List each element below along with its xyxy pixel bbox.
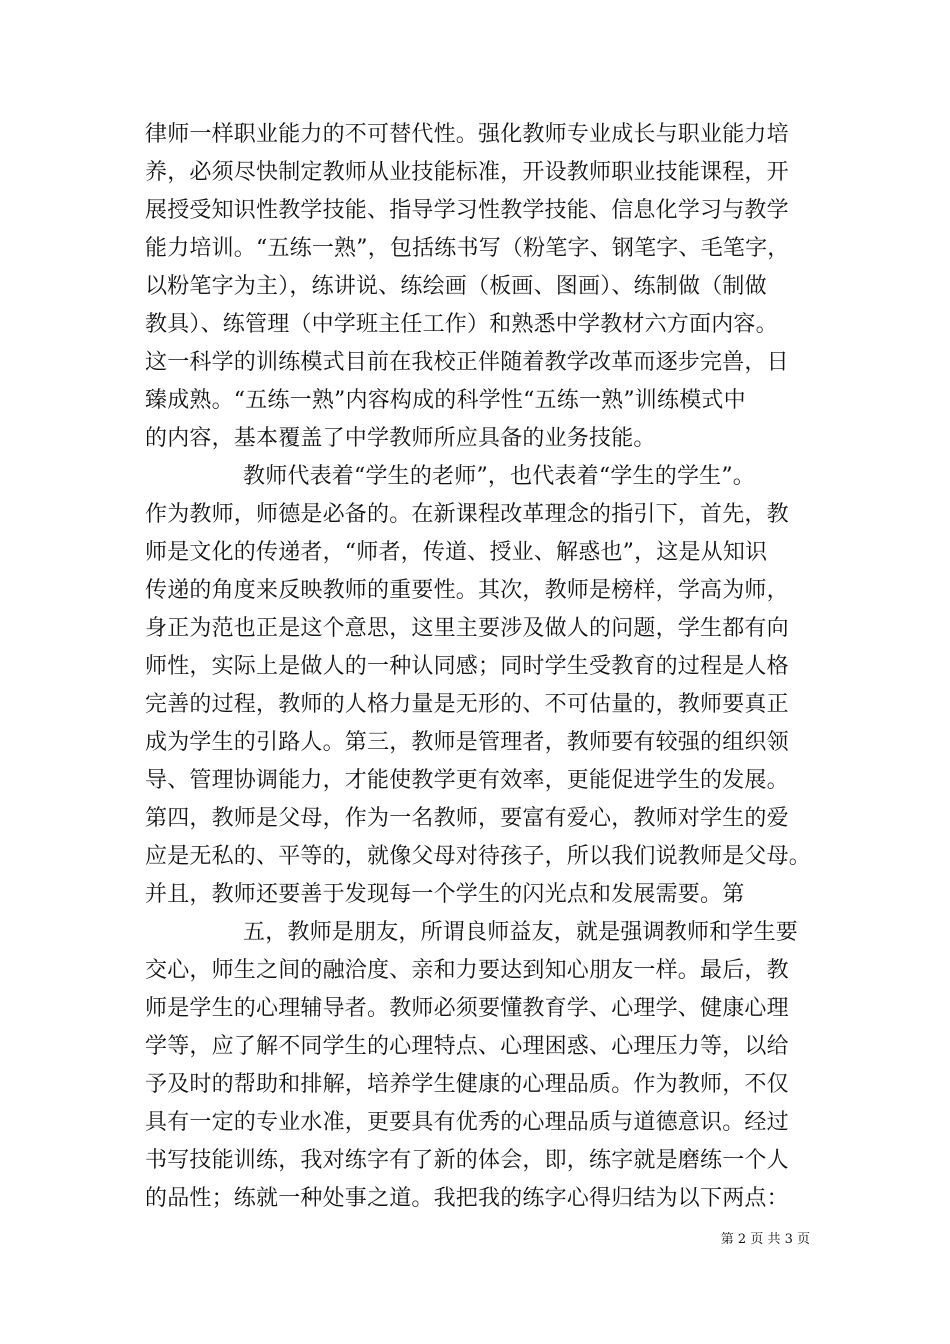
text-line: 教师代表着“学生的老师”，也代表着“学生的学生”。 [243, 464, 755, 489]
text-line: 予及时的帮助和排解，培养学生健康的心理品质。作为教师，不仅 [145, 1072, 789, 1097]
text-line: 书写技能训练，我对练字有了新的体会，即，练字就是磨练一个人 [145, 1148, 789, 1173]
text-line: 师性，实际上是做人的一种认同感；同时学生受教育的过程是人格 [145, 654, 789, 679]
text-line: 师是文化的传递者，“师者，传道、授业、解惑也”，这是从知识 [145, 540, 768, 565]
text-line: 的品性；练就一种处事之道。我把我的练字心得归结为以下两点： [145, 1186, 789, 1211]
text-line: 第四，教师是父母，作为一名教师，要富有爱心，教师对学生的爱 [145, 806, 789, 831]
text-line: 应是无私的、平等的，就像父母对待孩子，所以我们说教师是父母。 [145, 844, 812, 869]
text-line: 这一科学的训练模式目前在我校正伴随着教学改革而逐步完兽，日 [145, 350, 789, 375]
body-text [145, 116, 825, 1218]
text-line: 律师一样职业能力的不可替代性。强化教师专业成长与职业能力培 [145, 122, 789, 147]
text-line: 传递的角度来反映教师的重要性。其次，教师是榜样，学高为师， [145, 578, 789, 603]
text-line: 臻成熟。“五练一熟”内容构成的科学性“五练一熟”训练模式中 [145, 388, 746, 413]
text-line: 成为学生的引路人。第三，教师是管理者，教师要有较强的组织领 [145, 730, 789, 755]
text-line: 作为教师，师德是必备的。在新课程改革理念的指引下，首先，教 [145, 502, 789, 527]
text-line: 交心，师生之间的融洽度、亲和力要达到知心朋友一样。最后，教 [145, 958, 789, 983]
text-line: 并且，教师还要善于发现每一个学生的闪光点和发展需要。第 [145, 882, 745, 907]
text-line: 的内容，基本覆盖了中学教师所应具备的业务技能。 [145, 426, 656, 451]
text-line: 以粉笔字为主），练讲说、练绘画（板画、图画）、练制做（制做 [145, 274, 767, 299]
text-line: 展授受知识性教学技能、指导学习性教学技能、信息化学习与教学 [145, 198, 789, 223]
text-line: 养，必须尽快制定教师从业技能标准，开设教师职业技能课程，开 [145, 160, 789, 185]
text-line: 完善的过程，教师的人格力量是无形的、不可估量的，教师要真正 [145, 692, 789, 717]
text-line: 师是学生的心理辅导者。教师必须要懂教育学、心理学、健康心理 [145, 996, 789, 1021]
text-line: 导、管理协调能力，才能使教学更有效率，更能促进学生的发展。 [145, 768, 789, 793]
page-indicator: 第 2 页 共 3 页 [720, 1232, 810, 1247]
text-line: 学等，应了解不同学生的心理特点、心理困惑、心理压力等，以给 [145, 1034, 789, 1059]
text-line: 五，教师是朋友，所谓良师益友，就是强调教师和学生要 [243, 920, 799, 945]
text-line: 具有一定的专业水准，更要具有优秀的心理品质与道德意识。经过 [145, 1110, 789, 1135]
text-line: 教具）、练管理（中学班主任工作）和熟悉中学教材六方面内容。 [145, 312, 778, 337]
text-line: 能力培训。“五练一熟”，包括练书写（粉笔字、钢笔字、毛笔字， [145, 236, 790, 261]
text-line: 身正为范也正是这个意思，这里主要涉及做人的问题，学生都有向 [145, 616, 789, 641]
